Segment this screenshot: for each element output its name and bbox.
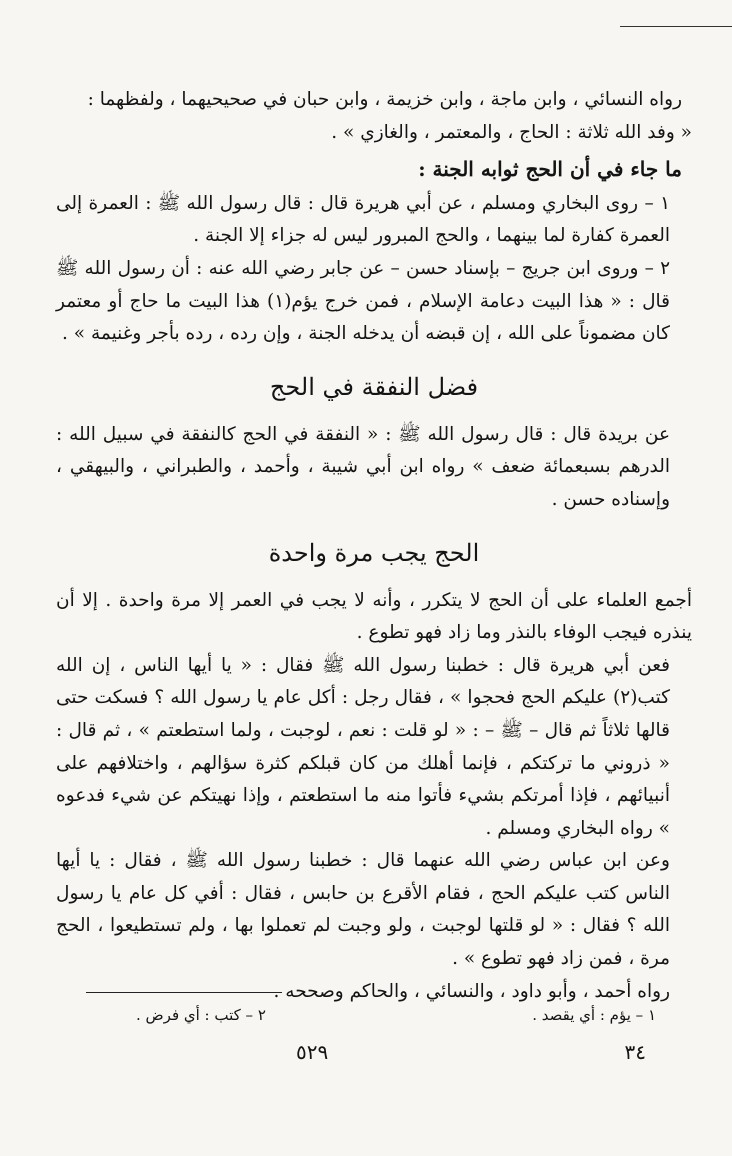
riwaya-line: رواه أحمد ، وأبو داود ، والنسائي ، والحاكم وصححه . [273,980,670,1002]
section-page-number: ٣٤ [624,1040,646,1064]
page-body [56,84,692,1008]
intro-paragraph: رواه النسائي ، وابن ماجة ، وابن خزيمة ، وابن حبان في صحيحيهما ، ولفظهما : [87,89,682,110]
abu-hurayra-hadith: فعن أبي هريرة قال : خطبنا رسول الله ﷺ فقال : « يا أيها الناس ، إن الله كتب(٢) عليكم الحج فحجوا » ، فقال رجل : أكل عام يا رسول الله ؟ فسكت حتى قالها ثلاثاً ثم قال – ﷺ – : « لو قلت : نعم ، لوجبت ، ولما استطعتم » ، ثم قال : « ذروني ما تركتكم ، فإنما أهلك من كان قبلكم كثرة سؤالهم ، واختلافهم على أنبيائهم ، فإذا أمرتكم بشيء فأتوا منه ما استطعتم ، وإذا نهيتكم عن شيء فدعوه » رواه البخاري ومسلم . [56,654,670,839]
hadith-1: ١ – روى البخاري ومسلم ، عن أبي هريرة قال : قال رسول الله ﷺ : العمرة إلى العمرة كفارة لما بينهما ، والحج المبرور ليس له جزاء إلا الجنة . [56,192,670,247]
section-heading-nafaqa: فضل النفقة في الحج [269,372,479,401]
top-rule [620,26,732,27]
footnotes [96,1006,656,1024]
intro-quote: « وفد الله ثلاثة : الحاج ، والمعتمر ، والغازي » . [331,121,692,143]
page-numbers [96,1040,656,1064]
section-heading-hajj-reward: ما جاء في أن الحج ثوابه الجنة : [418,157,682,182]
ibn-abbas-hadith: وعن ابن عباس رضي الله عنهما قال : خطبنا رسول الله ﷺ ، فقال : يا أيها الناس كتب عليكم الحج ، فقام الأقرع بن حابس ، فقال : أفي كل عام يا رسول الله ؟ فقال : « لو قلتها لوجبت ، ولو وجبت لم تعملوا بها ، ولم تستطيعوا ، الحج مرة ، فمن زاد فهو تطوع » . [56,850,670,970]
ijma-paragraph: أجمع العلماء على أن الحج لا يتكرر ، وأنه لا يجب في العمر إلا مرة واحدة . إلا أن ينذره فيجب الوفاء بالنذر وما زاد فهو تطوع . [56,589,692,644]
hadith-2: ٢ – وروى ابن جريج – بإسناد حسن – عن جابر رضي الله عنه : أن رسول الله ﷺ قال : « هذا البيت دعامة الإسلام ، فمن خرج يؤم(١) هذا البيت ما حاج أو معتمر كان مضموناً على الله ، إن قبضه أن يدخله الجنة ، وإن رده ، رده بأجر وغنيمة » . [56,257,670,345]
nafaqa-paragraph: عن بريدة قال : قال رسول الله ﷺ : « النفقة في الحج كالنفقة في سبيل الله : الدرهم بسبعمائة ضعف » رواه ابن أبي شيبة ، وأحمد ، والطبراني ، والبيهقي ، وإسناده حسن . [56,423,670,510]
page-number: ٥٢٩ [296,1040,329,1064]
footnote-rule [86,992,282,993]
footnote-1: ١ – يؤم : أي يقصد . [532,1006,656,1024]
section-heading-once: الحج يجب مرة واحدة [268,538,480,567]
footnote-2: ٢ – كتب : أي فرض . [136,1006,266,1024]
